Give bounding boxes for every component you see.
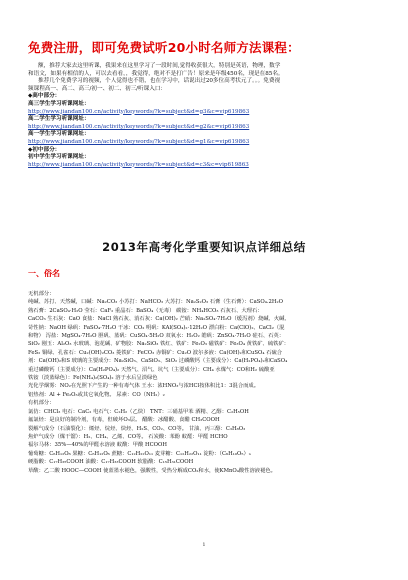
body-line: 剂：Ca(OH)₂和S 玻璃的主要成分：Na₂SiO₃、CaSiO₃、SiO₂ 过磷酸钙（主要成分）：Ca(H₂PO₄)₂和CaSO₄ — [28, 358, 288, 365]
body-line: CaCO₃ 生石灰：CaO 食盐：NaCl 熟石灰、消石灰：Ca(OH)₂ 芒硝：Na₂SO₄·7H₂O（缓泻剂）烧碱、火碱、 — [28, 316, 290, 323]
body-line: 硬脂酸：C₁₇H₃₅COOH 油酸：C₁₇H₃₃COOH 软脂酸：C₁₅H₃₁COOH — [28, 459, 194, 466]
grade-label-g3: 高三学生学习听课网址： — [28, 100, 90, 107]
body-line: 有机部分： — [28, 400, 55, 407]
high-school-heading: ◆高中部分： — [28, 93, 61, 100]
document-title: 2013年高考化学重要知识点详细总结 — [102, 240, 306, 254]
body-line: FeS₂ 铜绿、孔雀石：Cu₂(OH)₂CO₃ 菱铁矿：FeCO₃ 赤铜矿：Cu₂O 波尔多液：Ca(OH)₂和CuSO₄ 石硫合 — [28, 349, 283, 356]
promo-block — [28, 63, 382, 169]
document-body — [28, 290, 382, 475]
body-line: 氟氯烃：是良好的制冷剂，有毒，但破坏O₃层。 醋酸：冰醋酸、食醋 CH₃COOH — [28, 417, 220, 424]
link-c3[interactable]: http://www.jiandan100.cn/activity/keywords/?k=subject&d=c3&c=vip619863 — [28, 161, 249, 168]
promo-intro-line: 频课程高一、高二、高三/初一、初二、初三/听课入口： — [28, 85, 167, 92]
grade-label-c3: 初中学生学习听课网址： — [28, 154, 90, 161]
link-g3[interactable]: http://www.jiandan100.cn/activity/keywords/?k=subject&d=g3&c=vip619863 — [28, 108, 250, 115]
body-line: 苛性钠：NaOH 绿矾：FaSO₄·7H₂O 干冰：CO₂ 明矾：KAl(SO₄)₂·12H₂O 漂白粉：Ca(ClO)₂、CaCl₂（混 — [28, 324, 285, 331]
middle-school-heading: ◆初中部分： — [28, 146, 61, 153]
body-line: 纯碱、苏打、天然碱，口碱：Na₂CO₃ 小苏打：NaHCO₃ 大苏打：Na₂S₂O₃ 石膏（生石膏）：CaSO₄.2H₂O — [28, 299, 283, 306]
body-line: 和物） 泻盐：MgSO₄·7H₂O 胆矾、蓝矾：CuSO₄·5H₂O 双氧水：H₂O₂ 皓矾：ZnSO₄·7H₂O 硅石、石英： — [28, 333, 285, 340]
body-line: 草酸：乙二酸 HOOC—COOH 使蓝墨水褪色，强酸性，受热分解成CO₂和水，使KMnO₄酸性溶液褪色。 — [28, 467, 276, 474]
body-line: 铝热剂：Al + Fe₂O₃或其它氧化物。 尿素：CO（NH₂）₂ — [28, 391, 165, 398]
link-g2[interactable]: http://www.jiandan100.cn/activity/keywords/?k=subject&d=g2&c=vip619863 — [28, 123, 250, 130]
grade-label-g2: 高二学生学习听课网址： — [28, 116, 90, 123]
body-line: 无机部分： — [28, 291, 55, 297]
body-line: 葡萄糖：C₆H₁₂O₆ 果糖：C₆H₁₂O₆ 蔗糖：C₁₂H₂₂O₁₁ 麦芽糖：C₁₂H₂₂O₁₁ 淀粉：（C₆H₁₀O₅）ₙ — [28, 450, 252, 457]
page-number: 1 — [202, 542, 206, 548]
body-line: 铁铵（淡蓝绿色）：Fe(NH₄)₂(SO₄)₂ 溶于水后呈淡绿色 — [28, 375, 158, 382]
body-line: 福尔马林：35%—40%的甲醛水溶液 蚁酸：甲酸 HCOOH — [28, 442, 167, 449]
body-line: 重过磷酸钙（主要成分）：Ca(H₂PO₄)₂ 天然气、沼气、坑气（主要成分）：CH₄ 水煤气：CO和H₂ 硫酸亚 — [28, 366, 275, 373]
body-line: 光化学烟雾：NO₂在光照下产生的一种有毒气体 王水：浓HNO₃与浓HCl按体积比1：3混合而成。 — [28, 383, 260, 390]
body-line: 裂解气成分（石油裂化）：烯烃、烷烃、炔烃、H₂S、CO₂、CO等。 甘油、丙三醇：C₃H₈O₃ — [28, 425, 246, 432]
section-heading: 一、俗名 — [28, 269, 60, 278]
promo-intro-line: 和语文，如果有相信的人，可以去看看，，我觉得，绝对不是打广告！原来是年级450名，现是在85名。 — [28, 70, 284, 77]
body-line: 氯仿：CHCl₃ 电石：CaC₂ 电石气：C₂H₂（乙炔） TNT：三硝基甲苯 酒精、乙醇：C₂H₅OH — [28, 408, 249, 415]
promo-intro-line: 额，推荐大家去这里听课，我果来在这里学习了一段时间,觉得收获很大，特别是英语，物理，数学 — [38, 63, 281, 69]
promo-intro-line: 推荐几个免费学习的视频，个人觉得也不错，也在学习中，话说出过20多位高考状元了。。。免费视 — [38, 78, 281, 85]
promo-title: 免费注册，即可免费试听20小时名师方法课程： — [28, 40, 300, 55]
link-g1[interactable]: http://www.jiandan100.cn/activity/keywords/?k=subject&d=g1&c=vip619863 — [28, 138, 250, 145]
body-line: 焦炉气成分（煤干馏）：H₂、CH₄、乙烯、CO等。 石炭酸：苯酚 蚁醛：甲醛 HCHO — [28, 433, 228, 440]
body-line: 熟石膏：2CaSO₄·H₂O 莹石：CaF₂ 重晶石：BaSO₄（无毒） 碳铵：NH₄HCO₃ 石灰石、大理石： — [28, 307, 263, 314]
body-line: SiO₂ 刚玉：Al₂O₃ 水玻璃、泡花碱、矿物胶：Na₂SiO₃ 铁红、铁矿：Fe₂O₃ 磁铁矿：Fe₃O₄ 黄铁矿、硫铁矿： — [28, 341, 290, 348]
grade-label-g1: 高一学生学习听课网址： — [28, 131, 90, 138]
